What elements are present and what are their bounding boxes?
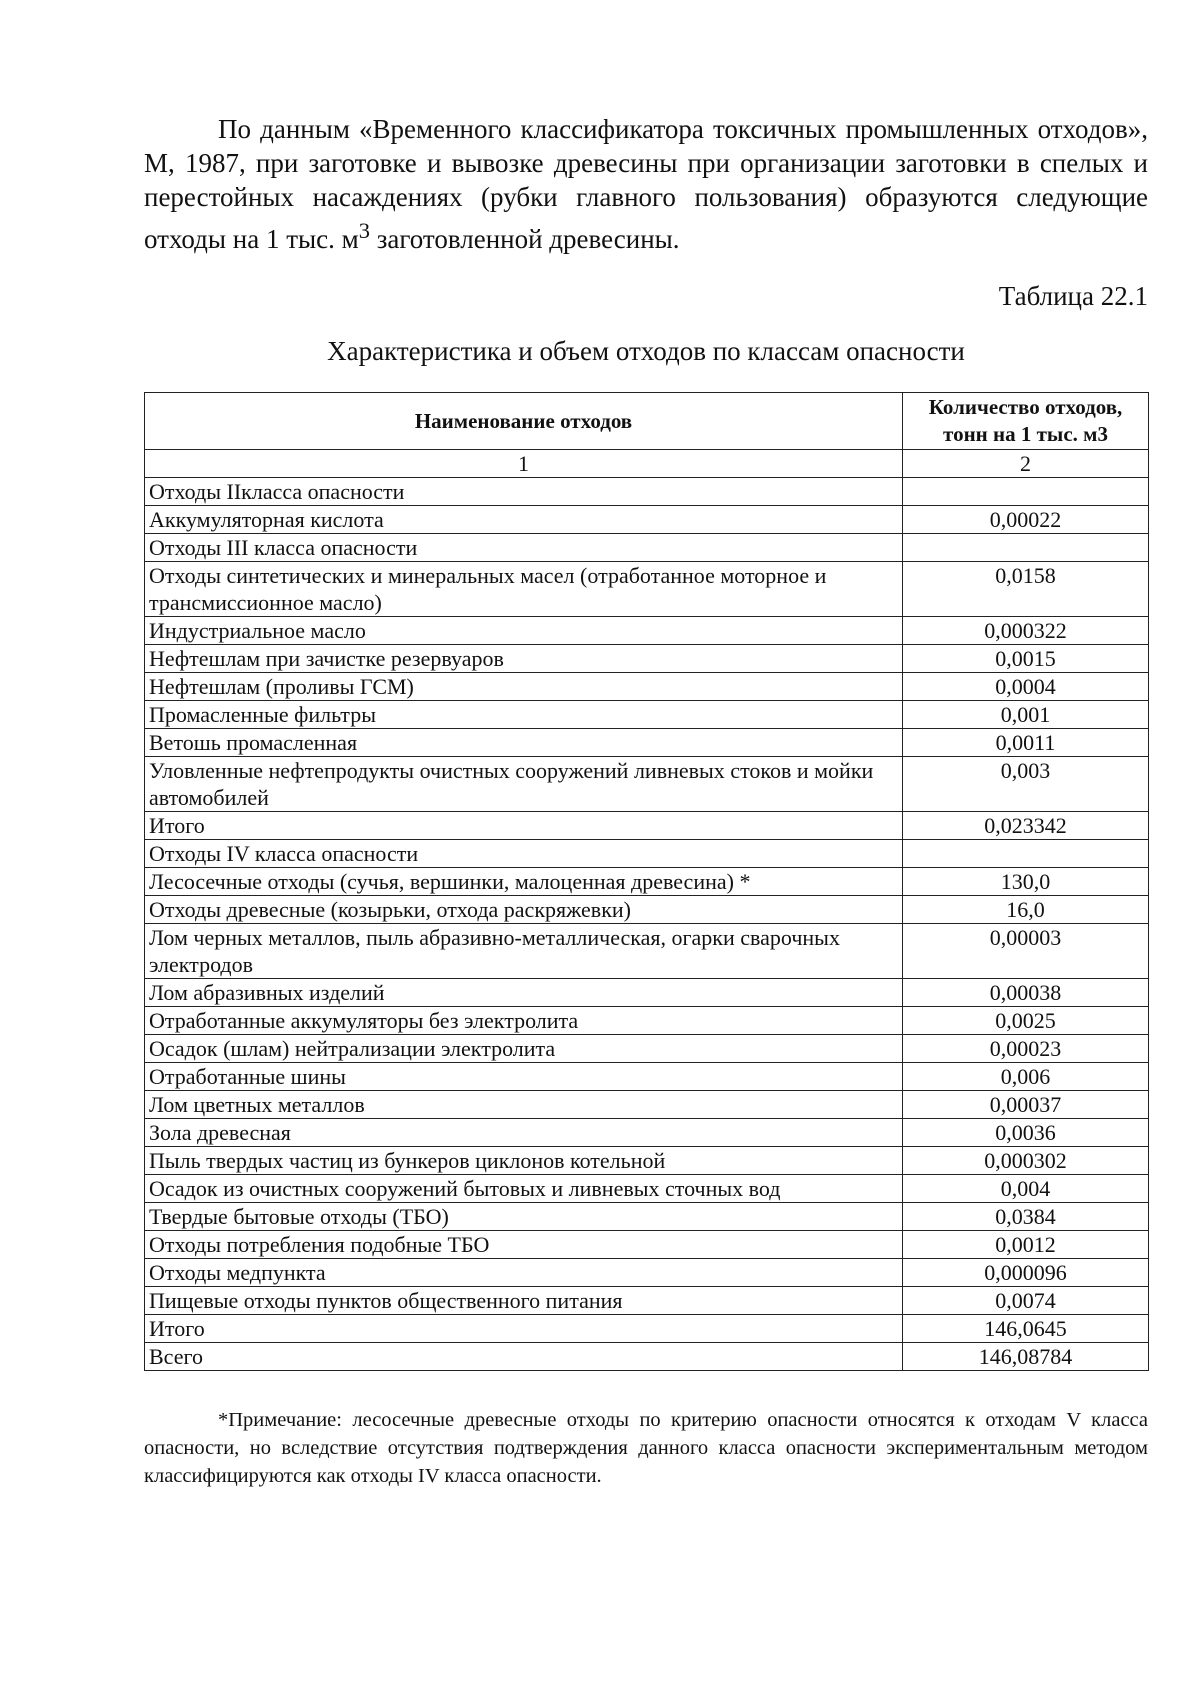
table-row [145,812,1149,840]
waste-amount-cell [903,478,1149,506]
waste-name-cell: Отходы медпункта [145,1259,903,1287]
waste-name-cell: Пыль твердых частиц из бункеров циклонов котельной [145,1147,903,1175]
waste-name-cell: Нефтешлам при зачистке резервуаров [145,645,903,673]
waste-amount-cell: 0,00038 [903,979,1149,1007]
table-row [145,757,1149,812]
waste-name-cell: Осадок из очистных сооружений бытовых и ливневых сточных вод [145,1175,903,1203]
table-row [145,1259,1149,1287]
intro-paragraph [144,112,1148,256]
table-row [145,562,1149,617]
table-row [145,617,1149,645]
waste-amount-cell: 0,0384 [903,1203,1149,1231]
waste-name-cell: Отработанные шины [145,1063,903,1091]
intro-superscript: 3 [358,218,370,243]
waste-amount-cell: 0,000302 [903,1147,1149,1175]
waste-name-cell: Отходы синтетических и минеральных масел (отработанное моторное и трансмиссионное масло) [145,562,903,617]
waste-amount-cell: 0,00003 [903,924,1149,979]
table-row [145,1147,1149,1175]
waste-amount-cell: 0,023342 [903,812,1149,840]
table-row [145,924,1149,979]
table-row [145,478,1149,506]
table-row [145,1203,1149,1231]
waste-name-cell: Лесосечные отходы (сучья, вершинки, малоценная древесина) * [145,868,903,896]
waste-amount-cell: 16,0 [903,896,1149,924]
table-row [145,896,1149,924]
table-row [145,1119,1149,1147]
table-row [145,1315,1149,1343]
waste-amount-cell: 0,0004 [903,673,1149,701]
column-number-1: 1 [145,450,903,478]
waste-amount-cell: 0,006 [903,1063,1149,1091]
table-row [145,840,1149,868]
intro-text-end: заготовленной древесины. [369,224,680,254]
waste-name-cell: Твердые бытовые отходы (ТБО) [145,1203,903,1231]
table-title: Характеристика и объем отходов по классам опасности [327,336,965,366]
waste-name-cell: Нефтешлам (проливы ГСМ) [145,673,903,701]
waste-amount-cell [903,534,1149,562]
waste-name-cell: Всего [145,1343,903,1371]
waste-name-cell: Пищевые отходы пунктов общественного питания [145,1287,903,1315]
waste-name-cell: Осадок (шлам) нейтрализации электролита [145,1035,903,1063]
waste-name-cell: Отходы потребления подобные ТБО [145,1231,903,1259]
table-row [145,1063,1149,1091]
table-number: Таблица 22.1 [998,281,1148,311]
waste-name-cell: Итого [145,1315,903,1343]
waste-name-cell: Уловленные нефтепродукты очистных сооружений ливневых стоков и мойки автомобилей [145,757,903,812]
table-row [145,701,1149,729]
table-row [145,1343,1149,1371]
table-row [145,979,1149,1007]
waste-name-cell: Отходы IV класса опасности [145,840,903,868]
table-row [145,1231,1149,1259]
waste-amount-cell: 0,0158 [903,562,1149,617]
table-row [145,506,1149,534]
waste-name-cell: Зола древесная [145,1119,903,1147]
waste-name-cell: Отходы древесные (козырьки, отхода раскряжевки) [145,896,903,924]
waste-amount-cell: 0,003 [903,757,1149,812]
waste-name-cell: Отходы III класса опасности [145,534,903,562]
waste-amount-cell: 146,0645 [903,1315,1149,1343]
table-row [145,868,1149,896]
waste-amount-cell: 0,00037 [903,1091,1149,1119]
waste-name-cell: Ветошь промасленная [145,729,903,757]
table-row [145,729,1149,757]
waste-amount-cell: 0,00023 [903,1035,1149,1063]
waste-name-cell: Лом черных металлов, пыль абразивно-металлическая, огарки сварочных электродов [145,924,903,979]
table-header-row [145,393,1149,450]
column-number-row [145,450,1149,478]
waste-name-cell: Аккумуляторная кислота [145,506,903,534]
waste-amount-cell: 0,0025 [903,1007,1149,1035]
table-row [145,1091,1149,1119]
table-row [145,1007,1149,1035]
waste-name-cell: Отработанные аккумуляторы без электролита [145,1007,903,1035]
waste-amount-cell [903,840,1149,868]
table-footnote: *Примечание: лесосечные древесные отходы по критерию опасности относятся к отходам V класса опасности, но вследствие отсутствия подтверждения данного класса опасности экспериментальным методом классифицируются как отходы IV класса опасности. [144,1409,1148,1487]
header-waste-amount: Количество отходов, тонн на 1 тыс. м3 [903,393,1149,450]
waste-amount-cell: 130,0 [903,868,1149,896]
table-row [145,1175,1149,1203]
table-row [145,1287,1149,1315]
intro-text: По данным «Временного классификатора токсичных промышленных отходов», М, 1987, при заготовке и вывозке древесины при организации заготовки в спелых и перестойных насаждениях (рубки главного пользования) образуются следующие отходы на 1 тыс. м [144,114,1148,254]
waste-amount-cell: 0,004 [903,1175,1149,1203]
waste-amount-cell: 0,000322 [903,617,1149,645]
waste-name-cell: Промасленные фильтры [145,701,903,729]
waste-name-cell: Итого [145,812,903,840]
table-row [145,645,1149,673]
waste-amount-cell: 0,00022 [903,506,1149,534]
column-number-2: 2 [903,450,1149,478]
waste-amount-cell: 0,000096 [903,1259,1149,1287]
waste-table [144,392,1149,1371]
header-waste-name: Наименование отходов [145,393,903,450]
waste-name-cell: Лом абразивных изделий [145,979,903,1007]
waste-amount-cell: 0,0036 [903,1119,1149,1147]
waste-name-cell: Отходы IIкласса опасности [145,478,903,506]
waste-amount-cell: 0,0011 [903,729,1149,757]
waste-amount-cell: 0,0074 [903,1287,1149,1315]
waste-name-cell: Лом цветных металлов [145,1091,903,1119]
waste-amount-cell: 0,0012 [903,1231,1149,1259]
table-row [145,534,1149,562]
table-row [145,673,1149,701]
waste-amount-cell: 0,0015 [903,645,1149,673]
waste-amount-cell: 146,08784 [903,1343,1149,1371]
waste-amount-cell: 0,001 [903,701,1149,729]
waste-name-cell: Индустриальное масло [145,617,903,645]
table-row [145,1035,1149,1063]
